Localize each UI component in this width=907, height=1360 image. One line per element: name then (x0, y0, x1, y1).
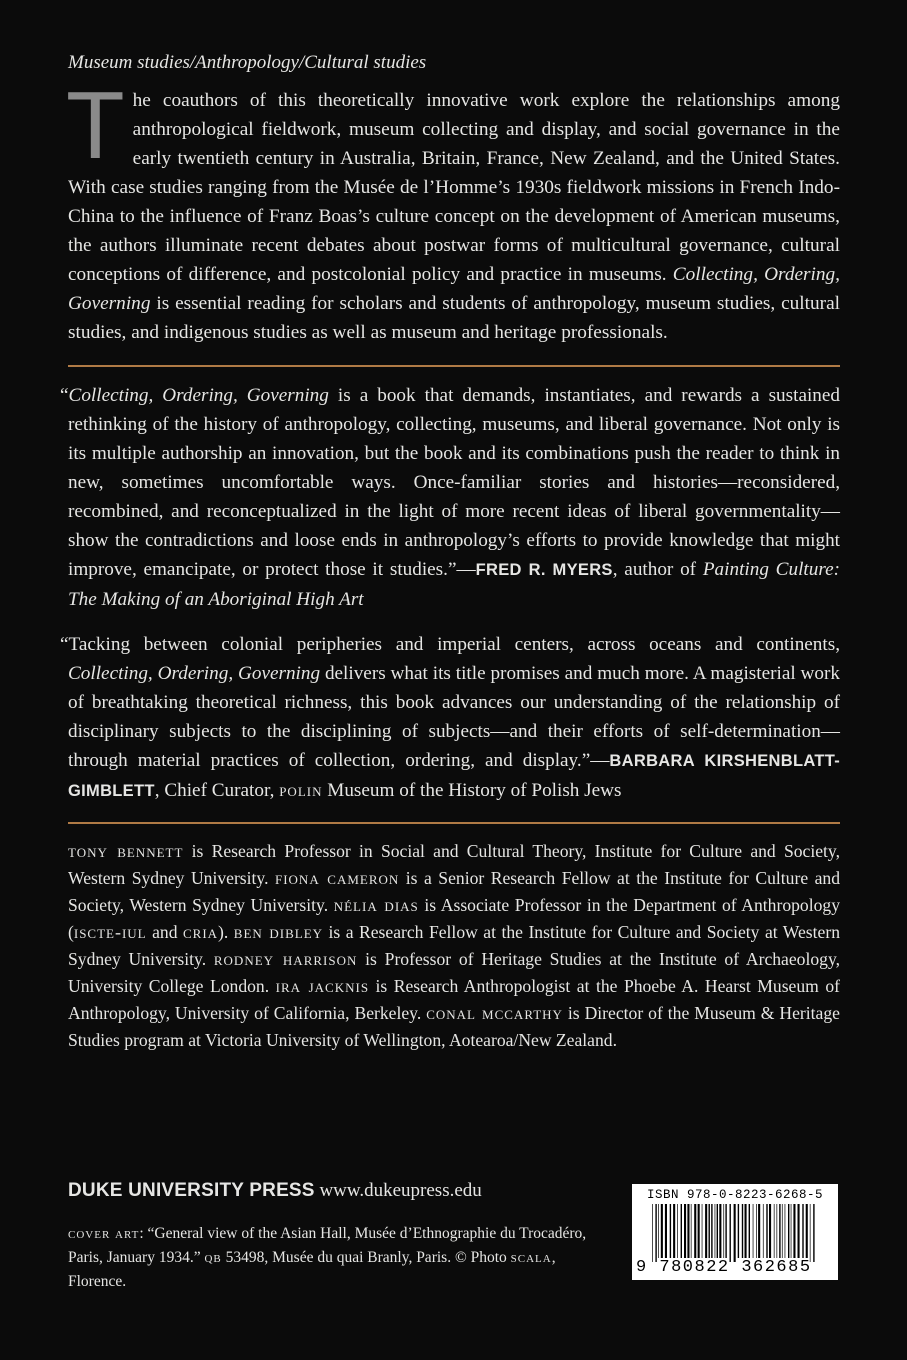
bio-name: ben dibley (233, 922, 324, 942)
cover-art-scala: scala (510, 1250, 552, 1266)
museum-name-sc: polin (279, 780, 323, 800)
bio-text: and (146, 922, 183, 942)
barcode-bar (711, 1204, 712, 1258)
barcode-bar (738, 1204, 739, 1258)
author-bios (68, 838, 840, 1054)
barcode-bar (774, 1204, 775, 1258)
blurb-title: Collecting, Ordering, Governing (68, 385, 329, 406)
barcode-bar (802, 1204, 803, 1258)
barcode-bar (734, 1204, 736, 1262)
barcode-bar (705, 1204, 707, 1258)
barcode-bar (673, 1204, 675, 1258)
barcode-bar (670, 1204, 671, 1258)
barcode-bar (709, 1204, 710, 1258)
isbn-text: ISBN 978-0-8223-6268-5 (646, 1188, 824, 1202)
blurb-text: is a book that demands, instantiates, and rewards a sustained rethinking of the history of anthropology, collecting, museums, and liberal governance. Not only is its multiple authorship an innovation, but the book and its combinations push the reader to think in new, sometimes uncomfortable ways. Once-familiar stories and histories—reconsidered, recombined, and reconceptualized in the light of more recent ideas of liberal governmentality—show the contradictions and loose ends in anthropology’s efforts to provide knowledge that might improve, emancipate, or protect those it studies.”— (68, 385, 840, 580)
cover-art-text: 53498, Musée du quai Branly, Paris. © Photo (221, 1249, 511, 1266)
publisher-url[interactable]: www.dukeupress.edu (319, 1180, 482, 1201)
bio-name: conal mccarthy (426, 1003, 563, 1023)
bio-name: ira jacknis (275, 976, 370, 996)
blurb-author: FRED R. MYERS (475, 561, 613, 579)
barcode-bar (702, 1204, 703, 1258)
bio-text: is Associate Professor in the Department of Anthropology ( (68, 895, 840, 942)
divider-top (68, 365, 840, 367)
barcode-bar (658, 1204, 659, 1258)
barcode-bar (694, 1204, 696, 1258)
cover-art-text: : “General view of the Asian Hall, Musée d’Ethnographie du Trocadéro, Paris, January 1934.” (68, 1225, 587, 1266)
blurb-author-suffix: , author of (612, 559, 703, 580)
barcode-bar (691, 1204, 692, 1258)
barcode-bar (779, 1204, 780, 1258)
barcode-bar (742, 1204, 743, 1258)
cover-art-label: cover art (68, 1226, 140, 1242)
description-text-2: is essential reading for scholars and students of anthropology, museum studies, cultural studies, and indigenous studies as well as museum and heritage professionals. (68, 293, 840, 343)
barcode-bar (684, 1204, 686, 1258)
barcode-bar (698, 1204, 700, 1258)
bio-abbrev: iscte-iul (73, 922, 147, 942)
barcode-bar (785, 1204, 786, 1258)
barcode-bar (745, 1204, 747, 1258)
bio-text: is a Research Fellow at the Institute for Culture and Society at Western Sydney University. (68, 922, 841, 969)
divider-bottom (68, 822, 840, 824)
barcode-bar (677, 1204, 678, 1258)
description-text-1: he coauthors of this theoretically innovative work explore the relationships among anthropological fieldwork, museum collecting and display, and social governance in the early twentieth century in Australia, Britain, France, New Zealand, and the United States. With case studies ranging from the Musée de l’Homme’s 1930s fieldwork missions in French Indo-China to the influence of Franz Boas’s culture concept on the development of American museums, the authors illuminate recent debates about postwar forms of multicultural governance, cultural conceptions of difference, and postcolonial policy and practice in museums. (68, 90, 840, 285)
blurb-title: Collecting, Ordering, Governing (68, 663, 321, 684)
blurb-text: delivers what its title promises and much more. A magisterial work of breathtaking theoretical richness, this book advances our understanding of the relationship of disciplinary subjects to the disciplining of subjects—and their efforts of self-determination—through material practices of collection, ordering, and display.”— (68, 663, 840, 771)
barcode-bar (810, 1204, 811, 1262)
description-title: Collecting, Ordering, Governing (68, 264, 840, 314)
bio-name: rodney harrison (213, 949, 358, 969)
description (66, 72, 840, 347)
barcode-bars (642, 1204, 828, 1262)
barcode-bar (782, 1204, 783, 1258)
barcode-bar (725, 1204, 726, 1258)
bio-text: is Research Professor in Social and Cultural Theory, Institute for Culture and Society, Western Sydney University. (68, 841, 840, 888)
cover-art-credit (68, 1222, 588, 1293)
barcode-bar (756, 1204, 757, 1258)
blurb-author: BARBARA KIRSHENBLATT-GIMBLETT (68, 752, 841, 800)
bio-text: is a Senior Research Fellow at the Institute for Culture and Society, Western Sydney University. (68, 868, 841, 915)
blurb-kirshenblatt (60, 630, 841, 806)
isbn-barcode (632, 1184, 838, 1280)
barcode-bar (749, 1204, 750, 1258)
barcode-bar (719, 1204, 721, 1258)
barcode-bar (763, 1204, 764, 1258)
barcode-bar (687, 1204, 689, 1258)
barcode-bar (788, 1204, 789, 1258)
barcode-bar (806, 1204, 808, 1258)
barcode-bar (766, 1204, 767, 1258)
barcode-bar (798, 1204, 800, 1258)
barcode-bar (652, 1204, 653, 1262)
barcode-bar (777, 1204, 778, 1258)
bio-text: is Research Anthropologist at the Phoebe A. Hearst Museum of Anthropology, University of California, Berkeley. (68, 976, 840, 1023)
barcode-bar (717, 1204, 718, 1258)
barcode-bar (758, 1204, 760, 1258)
publisher-name: DUKE UNIVERSITY PRESS (68, 1180, 315, 1201)
barcode-bar (661, 1204, 663, 1258)
barcode-bar (793, 1204, 795, 1258)
publisher-line (68, 1180, 482, 1202)
cover-art-qb: qb (204, 1250, 222, 1266)
barcode-bar (813, 1204, 814, 1262)
cover-art-text: , Florence. (68, 1249, 556, 1290)
open-quote: “ (60, 385, 69, 406)
drop-cap: T (66, 72, 125, 179)
barcode-bar (730, 1204, 731, 1262)
ean-digits: 9 780822 362685 (636, 1258, 812, 1277)
bio-text: ). (218, 922, 234, 942)
blurb-author-book: Painting Culture: The Making of an Aboriginal High Art (68, 559, 840, 610)
barcode-bar (753, 1204, 754, 1258)
blurb-author-suffix: , Chief Curator, (154, 780, 280, 801)
barcode-bar (791, 1204, 792, 1258)
bio-name: nélia dias (333, 895, 419, 915)
bio-text: is Professor of Heritage Studies at the Institute of Archaeology, University College London. (68, 949, 841, 996)
blurb-text-start: “Tacking between colonial peripheries and imperial centers, across oceans and continents, (60, 634, 840, 655)
barcode-bar (769, 1204, 771, 1258)
back-cover (60, 52, 841, 1054)
category-line: Museum studies/Anthropology/Cultural studies (68, 52, 427, 73)
barcode-bar (665, 1204, 667, 1258)
museum-name-rest: Museum of the History of Polish Jews (322, 780, 622, 801)
barcode-bar (723, 1204, 724, 1258)
bio-text: is Director of the Museum & Heritage Studies program at Victoria University of Wellington, Aotearoa/New Zealand. (68, 1003, 840, 1050)
bio-name: tony bennett (68, 841, 184, 861)
bio-name: fiona cameron (274, 868, 400, 888)
bio-abbrev: cria (182, 922, 219, 942)
barcode-bar (655, 1204, 656, 1262)
barcode-bar (715, 1204, 716, 1258)
blurb-myers (60, 381, 840, 614)
barcode-bar (681, 1204, 682, 1258)
